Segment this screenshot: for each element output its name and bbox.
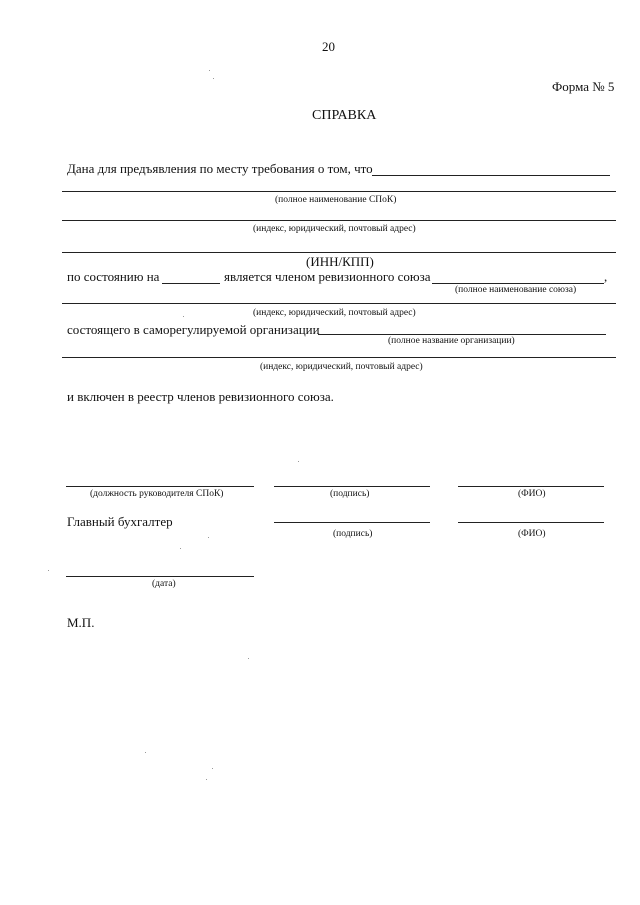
- date-field-inline[interactable]: [162, 283, 220, 284]
- inn-kpp-caption: (ИНН/КПП): [306, 254, 374, 269]
- org-name-field[interactable]: [318, 334, 606, 335]
- scan-speck: [212, 768, 213, 769]
- sro-text: состоящего в саморегулируемой организации: [67, 322, 320, 337]
- scan-speck: [208, 537, 209, 538]
- scan-speck: [145, 752, 146, 753]
- caption-name-2: (ФИО): [518, 529, 546, 539]
- date-field[interactable]: [66, 576, 254, 577]
- seal-mark: М.П.: [67, 615, 95, 630]
- position-field[interactable]: [66, 486, 254, 487]
- line1-text: Дана для предъявления по месту требования о том, что: [67, 161, 373, 176]
- status-text-b: является членом ревизионного союза: [224, 269, 431, 284]
- union-name-field[interactable]: [432, 283, 604, 284]
- name-field-2[interactable]: [458, 522, 604, 523]
- signature-field-1[interactable]: [274, 486, 430, 487]
- caption-address-1: (индекс, юридический, почтовый адрес): [253, 224, 416, 234]
- inn-field[interactable]: [62, 252, 616, 253]
- caption-position: (должность руководителя СПоК): [90, 489, 224, 499]
- caption-signature-1: (подпись): [330, 489, 370, 499]
- scan-speck: [183, 316, 184, 317]
- scan-speck: [206, 779, 207, 780]
- spok-name-field[interactable]: [62, 191, 616, 192]
- caption-name-1: (ФИО): [518, 489, 546, 499]
- caption-org-name: (полное название организации): [388, 336, 515, 346]
- registry-text: и включен в реестр членов ревизионного союза.: [67, 389, 334, 404]
- scan-speck: [298, 461, 299, 462]
- scan-speck: [180, 548, 181, 549]
- form-number: Форма № 5: [552, 79, 615, 94]
- address-field-2[interactable]: [62, 303, 616, 304]
- caption-signature-2: (подпись): [333, 529, 373, 539]
- caption-spok-name: (полное наименование СПоК): [275, 195, 397, 205]
- comma: ,: [604, 269, 608, 284]
- line1-field[interactable]: [372, 175, 610, 176]
- page-number: 20: [322, 39, 335, 54]
- scan-speck: [213, 78, 214, 79]
- chief-accountant-label: Главный бухгалтер: [67, 514, 173, 529]
- caption-union-name: (полное наименование союза): [455, 285, 577, 295]
- address-field-3[interactable]: [62, 357, 616, 358]
- caption-address-2: (индекс, юридический, почтовый адрес): [253, 308, 416, 318]
- scan-speck: [248, 658, 249, 659]
- status-text-a: по состоянию на: [67, 269, 160, 284]
- address-field-1[interactable]: [62, 220, 616, 221]
- scan-speck: [48, 570, 49, 571]
- caption-date: (дата): [152, 579, 176, 589]
- caption-address-3: (индекс, юридический, почтовый адрес): [260, 362, 423, 372]
- scan-speck: [209, 70, 210, 71]
- document-title: СПРАВКА: [312, 108, 377, 123]
- signature-field-2[interactable]: [274, 522, 430, 523]
- name-field-1[interactable]: [458, 486, 604, 487]
